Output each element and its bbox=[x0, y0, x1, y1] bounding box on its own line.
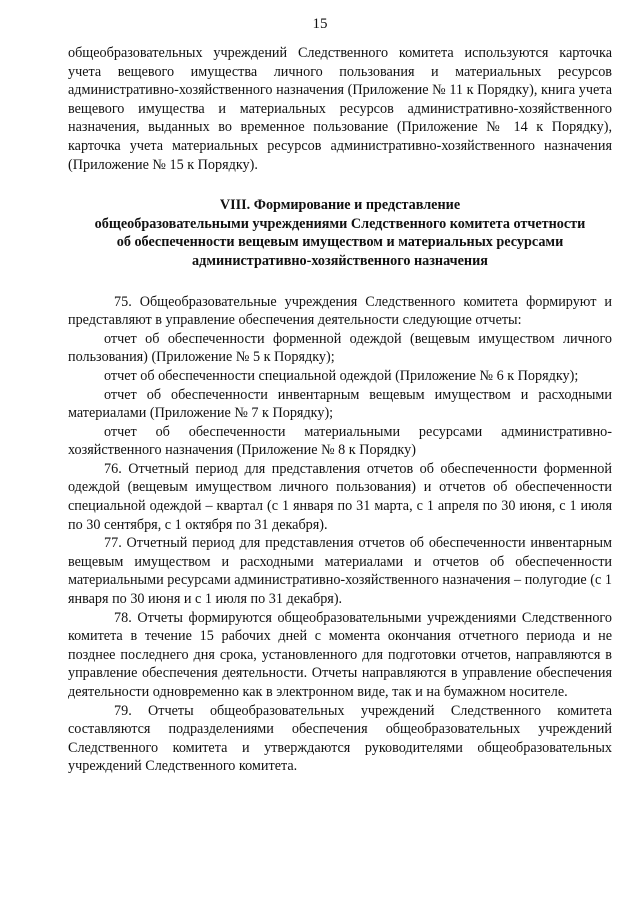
page-number: 15 bbox=[312, 16, 328, 32]
intro-paragraph: общеобразовательных учреждений Следственного комитета используются карточка учета вещевого имущества личного пользования и материальных ресурсов административно-хозяйственного назначения (Приложение № 11 к Порядку), книга учета вещевого имущества и материальных ресурсов административно-хозяйственного назначения, выданных во временное пользование (Приложение № 14 к Порядку), карточка учета материальных ресурсов административно-хозяйственного назначения (Приложение № 15 к Порядку). bbox=[68, 45, 612, 173]
paragraph-75: 75. Общеобразовательные учреждения Следственного комитета формируют и представляют в управление обеспечения деятельности следующие отчеты: bbox=[68, 293, 612, 329]
paragraph-76: 76. Отчетный период для представления отчетов об обеспеченности форменной одеждой (вещевым имуществом личного пользования) и отчетов об обеспеченности специальной одеждой – квартал (с 1 января по 31 марта, с 1 апреля по 30 июня, с 1 июля по 30 сентября, с 1 октября по 31 декабря). bbox=[68, 460, 612, 533]
paragraph-77: 77. Отчетный период для представления отчетов об обеспеченности инвентарным вещевым имуществом и расходными материалами и отчетов об обеспеченности материальными ресурсами административно-хозяйственного назначения – полугодие (с 1 января по 30 июня и с 1 июля по 31 декабря). bbox=[68, 535, 612, 608]
report-list-item: отчет об обеспеченности материальными ресурсами административно-хозяйственного назначения (Приложение № 8 к Порядку) bbox=[68, 423, 612, 459]
section-heading bbox=[68, 196, 612, 270]
section-heading-line: административно-хозяйственного назначения bbox=[192, 252, 488, 269]
report-list-item: отчет об обеспеченности инвентарным вещевым имуществом и расходными материалами (Приложение № 7 к Порядку); bbox=[68, 386, 612, 422]
section-heading-line: об обеспеченности вещевым имуществом и материальных ресурсами bbox=[116, 234, 564, 251]
section-heading-line: общеобразовательными учреждениями Следственного комитета отчетности bbox=[94, 215, 586, 232]
report-list-item: отчет об обеспеченности специальной одеждой (Приложение № 6 к Порядку); bbox=[104, 367, 579, 384]
section-heading-line: VIII. Формирование и представление bbox=[219, 197, 461, 214]
document-body bbox=[68, 44, 612, 776]
paragraph-78: 78. Отчеты формируются общеобразовательными учреждениями Следственного комитета в течение 15 рабочих дней с момента окончания отчетного периода и не позднее последнего дня срока, установленного для подготовки отчетов, направляются в управление обеспечения деятельности. Отчеты направляются в управление обеспечения деятельности одновременно как в электронном виде, так и на бумажном носителе. bbox=[68, 609, 612, 700]
paragraph-79: 79. Отчеты общеобразовательных учреждений Следственного комитета составляются подразделениями обеспечения общеобразовательных учреждений Следственного комитета и утверждаются руководителями общеобразовательных учреждений Следственного комитета. bbox=[68, 702, 612, 775]
report-list-item: отчет об обеспеченности форменной одеждой (вещевым имуществом личного пользования) (Приложение № 5 к Порядку); bbox=[68, 330, 612, 366]
